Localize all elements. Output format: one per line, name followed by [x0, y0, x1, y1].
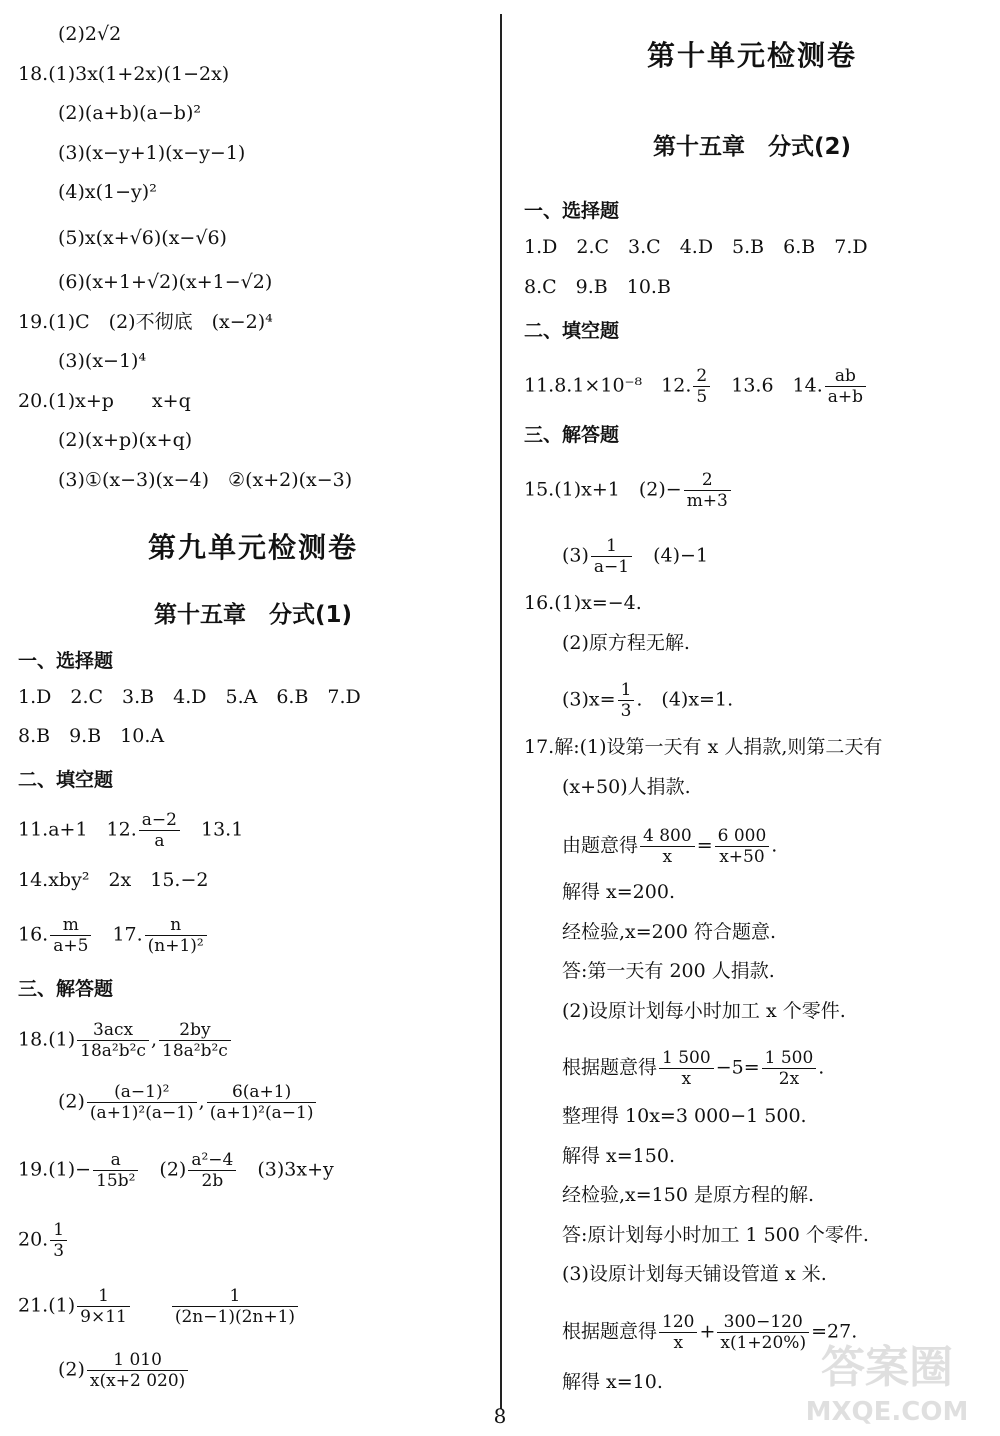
answer-line: [562, 826, 777, 867]
denominator: 15b²: [96, 1171, 136, 1191]
answer-line: (2)设原计划每小时加工 x 个零件.: [562, 1000, 846, 1022]
answer-line: 17.解:(1)设第一天有 x 人捐款,则第二天有: [524, 736, 883, 758]
answer-line: [18, 1286, 300, 1327]
answer-line: 18.(1)3x(1+2x)(1−2x): [18, 63, 230, 85]
answer-line: 经检验,x=150 是原方程的解.: [562, 1184, 815, 1206]
numerator: m: [50, 915, 91, 936]
text: +: [699, 1320, 716, 1343]
column-divider: [500, 14, 502, 1409]
answer-line: (3)(x−1)⁴: [58, 350, 147, 372]
answer-line: (2)原方程无解.: [562, 632, 690, 654]
section-heading: 一、选择题: [524, 200, 620, 222]
text: (3): [562, 544, 589, 567]
numerator: 1: [618, 680, 635, 701]
answer-line: 解得 x=150.: [562, 1145, 675, 1167]
text: =27.: [811, 1320, 858, 1343]
fraction: [207, 1082, 317, 1123]
answer-line: 8.B 9.B 10.A: [18, 725, 165, 747]
answer-line: (6)(x+1+√2)(x+1−√2): [58, 271, 273, 293]
denominator: 9×11: [80, 1307, 127, 1327]
answer-line: (3)①(x−3)(x−4) ②(x+2)(x−3): [58, 469, 353, 491]
fraction: [145, 915, 207, 956]
denominator: x(1+20%): [720, 1333, 807, 1353]
fraction: [77, 1020, 149, 1061]
denominator: a+5: [53, 936, 89, 956]
denominator: a−1: [593, 557, 630, 577]
numerator: 1: [591, 536, 632, 557]
answer-line: [562, 680, 733, 721]
watermark-logo: [792, 1330, 982, 1430]
answer-line: [524, 470, 733, 511]
denominator: a+b: [827, 387, 864, 407]
denominator: x+50: [719, 847, 765, 867]
numerator: 2by: [159, 1020, 231, 1041]
fraction: [87, 1082, 197, 1123]
denominator: 18a²b²c: [162, 1041, 228, 1061]
chapter-title: 第十五章 分式(2): [652, 134, 852, 160]
fraction: [139, 810, 180, 851]
answer-line: 答:第一天有 200 人捐款.: [562, 960, 775, 982]
section-heading: 一、选择题: [18, 650, 114, 672]
fraction: [188, 1150, 236, 1191]
numerator: 1 500: [659, 1048, 714, 1069]
denominator: 18a²b²c: [80, 1041, 146, 1061]
text: 11.8.1×10⁻⁸ 12.: [524, 374, 692, 397]
answer-line: 经检验,x=200 符合题意.: [562, 921, 777, 943]
fraction: [715, 826, 770, 867]
fraction: [87, 1350, 188, 1391]
denominator: 2x: [778, 1069, 800, 1089]
answer-line: 1.D 2.C 3.B 4.D 5.A 6.B 7.D: [18, 686, 361, 708]
text: 根据题意得: [562, 1056, 658, 1079]
fraction: [659, 1048, 714, 1089]
denominator: 3: [620, 701, 632, 721]
text: 17.: [112, 923, 143, 946]
answer-line: [18, 810, 243, 851]
text: (2): [159, 1158, 187, 1181]
numerator: n: [145, 915, 207, 936]
text: =: [696, 834, 713, 857]
fraction: [591, 536, 632, 577]
watermark-text: 答案圈: [821, 1342, 953, 1393]
numerator: 2: [684, 470, 731, 491]
fraction: [693, 366, 710, 407]
fraction: [50, 915, 91, 956]
numerator: 3acx: [77, 1020, 149, 1041]
numerator: (a−1)²: [87, 1082, 197, 1103]
fraction: [159, 1020, 231, 1061]
answer-line: [18, 915, 209, 956]
text: 13.6 14.: [731, 374, 823, 397]
denominator: m+3: [686, 491, 728, 511]
text: 13.1: [201, 818, 244, 841]
numerator: 1: [77, 1286, 130, 1307]
answer-line: [18, 1220, 69, 1261]
numerator: a²−4: [188, 1150, 236, 1171]
fraction: [825, 366, 866, 407]
numerator: 6(a+1): [207, 1082, 317, 1103]
numerator: a: [93, 1150, 138, 1171]
answer-line: 20.(1)x+p x+q: [18, 390, 191, 412]
chapter-title: 第十五章 分式(1): [153, 602, 353, 628]
answer-line: (2) $\frac{\text{(a−1)²}}{\text{(a+1)²(a−1)}}$ , $\frac{6(a+1)}{\text{(a+1)²(a−1)}}$: [58, 1082, 318, 1123]
watermark-sub: MXQE.COM: [805, 1397, 969, 1427]
answer-line: (x+50)人捐款.: [562, 776, 691, 798]
fraction: [659, 1312, 697, 1353]
denominator: x: [662, 847, 673, 867]
text: (2): [58, 1090, 85, 1113]
numerator: 4 800: [640, 826, 695, 847]
answer-line: 解得 x=200.: [562, 881, 675, 903]
text: 21.(1): [18, 1294, 76, 1317]
unit-title: 第十单元检测卷: [646, 39, 857, 72]
answer-line: (3)(x−y+1)(x−y−1): [58, 142, 246, 164]
section-heading: 三、解答题: [18, 978, 114, 1000]
text: (4)−1: [653, 544, 709, 567]
answer-line: 答:原计划每小时加工 1 500 个零件.: [562, 1224, 869, 1246]
denominator: 3: [53, 1241, 65, 1261]
answer-line: 8.C 9.B 10.B: [524, 276, 671, 298]
denominator: 5: [696, 387, 708, 407]
numerator: 300−120: [717, 1312, 809, 1333]
answer-line: 1.D 2.C 3.C 4.D 5.B 6.B 7.D: [524, 236, 868, 258]
text: 11.a+1 12.: [18, 818, 137, 841]
numerator: 120: [659, 1312, 697, 1333]
answer-line: 16.(1)x=−4.: [524, 592, 642, 614]
answer-line: 19.(1)C (2)不彻底 (x−2)⁴: [18, 311, 273, 333]
text: 由题意得: [562, 834, 639, 857]
numerator: 1: [172, 1286, 298, 1307]
text: (3)3x+y: [257, 1158, 334, 1181]
denominator: a: [154, 831, 165, 851]
fraction: [50, 1220, 67, 1261]
answer-line: (2)(a+b)(a−b)²: [58, 102, 202, 124]
denominator: 2b: [201, 1171, 224, 1191]
denominator: (n+1)²: [147, 936, 204, 956]
fraction: [77, 1286, 130, 1327]
answer-line: [18, 1150, 334, 1191]
text: 16.: [18, 923, 49, 946]
fraction: [93, 1150, 138, 1191]
unit-title: 第九单元检测卷: [147, 531, 358, 564]
answer-line: [524, 366, 868, 407]
denominator: (2n−1)(2n+1): [174, 1307, 296, 1327]
answer-line: 整理得 10x=3 000−1 500.: [562, 1105, 807, 1127]
text: 根据题意得: [562, 1320, 658, 1343]
numerator: 1 010: [87, 1350, 188, 1371]
fraction: [640, 826, 695, 867]
denominator: x: [673, 1333, 684, 1353]
answer-line: (4)x(1−y)²: [58, 181, 157, 203]
numerator: 2: [693, 366, 710, 387]
answer-line: 解得 x=10.: [562, 1371, 663, 1393]
answer-line: [58, 1350, 190, 1391]
numerator: 1: [50, 1220, 67, 1241]
section-heading: 二、填空题: [524, 320, 620, 342]
numerator: a−2: [139, 810, 180, 831]
fraction: [762, 1048, 817, 1089]
text: 19.(1)−: [18, 1158, 92, 1181]
numerator: ab: [825, 366, 866, 387]
text: 18.(1): [18, 1028, 76, 1051]
text: .: [771, 834, 778, 857]
answer-line: 14.xby² 2x 15.−2: [18, 869, 209, 891]
text: .: [818, 1056, 825, 1079]
answer-line: (3)设原计划每天铺设管道 x 米.: [562, 1263, 827, 1285]
text: (2): [58, 1358, 85, 1381]
text: (3)x=: [562, 688, 616, 711]
denominator: x(x+2 020): [89, 1371, 186, 1391]
page-number: 8: [493, 1404, 507, 1428]
denominator: (a+1)²(a−1): [209, 1103, 314, 1123]
numerator: 6 000: [715, 826, 770, 847]
answer-line: (2)2√2: [58, 23, 122, 45]
fraction: [618, 680, 635, 721]
answer-line: 18.(1) $\frac{\text{3acx}}{\text{18a²b²c}}$ , $\frac{2by}{\text{18a²b²c}}$: [18, 1020, 233, 1061]
text: −5=: [715, 1056, 760, 1079]
denominator: x: [681, 1069, 692, 1089]
section-heading: 三、解答题: [524, 424, 620, 446]
answer-line: [562, 1048, 824, 1089]
denominator: (a+1)²(a−1): [89, 1103, 194, 1123]
answer-line: (2)(x+p)(x+q): [58, 429, 193, 451]
text: 20.: [18, 1228, 49, 1251]
numerator: 1 500: [762, 1048, 817, 1069]
answer-line: [562, 536, 708, 577]
answer-line: (5)x(x+√6)(x−√6): [58, 227, 227, 249]
fraction: [172, 1286, 298, 1327]
fraction: [684, 470, 731, 511]
text: . (4)x=1.: [636, 688, 734, 711]
section-heading: 二、填空题: [18, 769, 114, 791]
text: 15.(1)x+1 (2)−: [524, 478, 682, 501]
